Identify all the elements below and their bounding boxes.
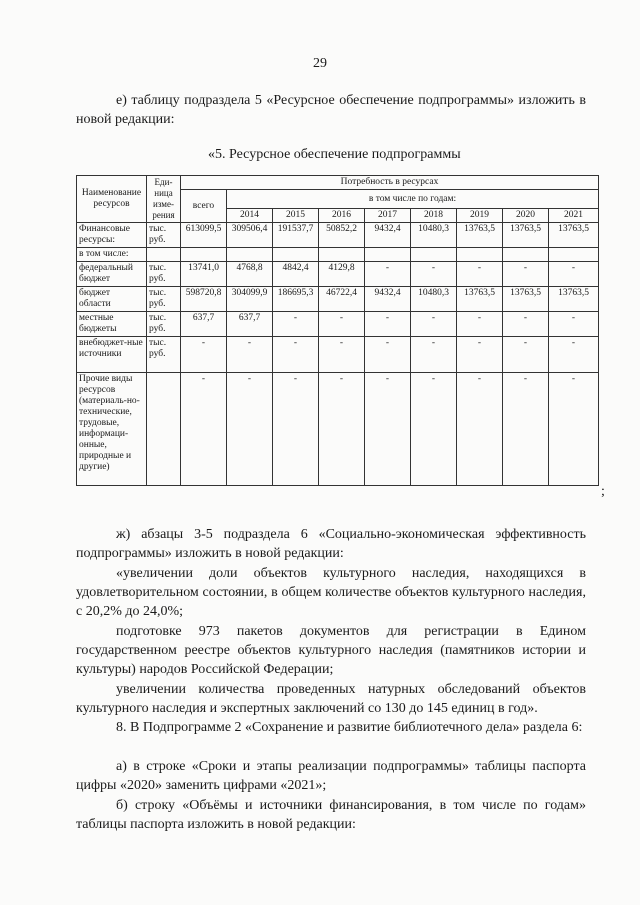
row-value-cell (227, 248, 273, 262)
row-value-cell: 10480,3 (411, 287, 457, 312)
row-total-cell: 637,7 (181, 312, 227, 337)
header-year: 2015 (273, 209, 319, 223)
row-value-cell: - (503, 373, 549, 486)
row-unit-cell (147, 373, 181, 486)
row-unit-cell (147, 248, 181, 262)
row-value-cell: 4129,8 (319, 262, 365, 287)
row-value-cell: 637,7 (227, 312, 273, 337)
row-unit-cell: тыс. руб. (147, 223, 181, 248)
header-total: всего (181, 190, 227, 223)
row-value-cell: 13763,5 (457, 287, 503, 312)
row-value-cell: 13763,5 (549, 287, 599, 312)
row-value-cell: 4842,4 (273, 262, 319, 287)
row-value-cell: - (273, 312, 319, 337)
table-title: «5. Ресурсное обеспечение подпрограммы (208, 147, 461, 162)
row-value-cell: 304099,9 (227, 287, 273, 312)
row-value-cell: 4768,8 (227, 262, 273, 287)
row-value-cell: - (411, 337, 457, 373)
paragraph-3: увеличении количества проведенных натурных обследований объектов культурного наследия и экспертных заключений со 130 до 145 единиц в год». (76, 682, 586, 716)
resource-table (76, 175, 599, 486)
row-value-cell: 186695,3 (273, 287, 319, 312)
page-number: 29 (313, 56, 327, 71)
row-value-cell: - (503, 262, 549, 287)
row-total-cell: - (181, 337, 227, 373)
row-value-cell: 46722,4 (319, 287, 365, 312)
row-value-cell (457, 248, 503, 262)
row-value-cell (273, 248, 319, 262)
row-value-cell: - (457, 337, 503, 373)
row-value-cell (365, 248, 411, 262)
row-value-cell: 13763,5 (549, 223, 599, 248)
row-name-cell: бюджет области (77, 287, 147, 312)
row-value-cell: - (273, 373, 319, 486)
row-value-cell: 10480,3 (411, 223, 457, 248)
header-name: Наименование ресурсов (77, 176, 147, 223)
header-year: 2019 (457, 209, 503, 223)
row-name-cell: местные бюджеты (77, 312, 147, 337)
row-value-cell: - (411, 262, 457, 287)
row-unit-cell: тыс. руб. (147, 312, 181, 337)
row-total-cell: - (181, 373, 227, 486)
header-year: 2020 (503, 209, 549, 223)
row-value-cell: - (457, 373, 503, 486)
row-total-cell: 13741,0 (181, 262, 227, 287)
table-row (77, 373, 599, 486)
row-unit-cell: тыс. руб. (147, 287, 181, 312)
paragraph-b: б) строку «Объёмы и источники финансирования, в том числе по годам» таблицы паспорта изложить в новой редакции: (76, 798, 586, 832)
header-year: 2017 (365, 209, 411, 223)
header-year: 2016 (319, 209, 365, 223)
row-name-cell: федеральный бюджет (77, 262, 147, 287)
table-row (77, 223, 599, 248)
row-unit-cell: тыс. руб. (147, 337, 181, 373)
row-value-cell: - (549, 262, 599, 287)
paragraph-2: подготовке 973 пакетов документов для регистрации в Едином государственном реестре объектов культурного наследия (памятников истории и культуры) народов Российской Федерации; (76, 624, 586, 677)
row-value-cell: - (319, 373, 365, 486)
header-need: Потребность в ресурсах (181, 176, 599, 190)
row-total-cell: 598720,8 (181, 287, 227, 312)
paragraph-zh: ж) абзацы 3-5 подраздела 6 «Социально-экономическая эффективность подпрограммы» изложить в новой редакции: (76, 527, 586, 561)
row-value-cell: - (457, 262, 503, 287)
paragraph-a: а) в строке «Сроки и этапы реализации подпрограммы» таблицы паспорта цифры «2020» заменить цифрами «2021»; (76, 759, 586, 793)
row-value-cell: 13763,5 (457, 223, 503, 248)
table-row (77, 262, 599, 287)
row-name-cell: внебюджет-ные источники (77, 337, 147, 373)
row-value-cell: - (319, 337, 365, 373)
row-value-cell: - (365, 312, 411, 337)
row-total-cell (181, 248, 227, 262)
header-year: 2018 (411, 209, 457, 223)
row-value-cell: 13763,5 (503, 287, 549, 312)
row-name-cell: Финансовые ресурсы: (77, 223, 147, 248)
table-row (77, 312, 599, 337)
row-name-cell: Прочие виды ресурсов (материаль-но-технические, трудовые, информаци-онные, природные и другие) (77, 373, 147, 486)
row-value-cell: - (365, 262, 411, 287)
row-value-cell (503, 248, 549, 262)
row-value-cell: - (549, 312, 599, 337)
row-value-cell: - (549, 373, 599, 486)
row-value-cell: - (411, 373, 457, 486)
row-value-cell: - (273, 337, 319, 373)
header-unit: Еди-ница изме-рения (147, 176, 181, 223)
header-year: 2014 (227, 209, 273, 223)
row-value-cell: - (227, 337, 273, 373)
row-value-cell: - (365, 373, 411, 486)
row-value-cell: - (319, 312, 365, 337)
row-value-cell: 50852,2 (319, 223, 365, 248)
row-total-cell: 613099,5 (181, 223, 227, 248)
row-value-cell: 9432,4 (365, 287, 411, 312)
row-value-cell: 309506,4 (227, 223, 273, 248)
row-value-cell: - (503, 312, 549, 337)
table-row (77, 287, 599, 312)
row-value-cell: - (411, 312, 457, 337)
header-by-years: в том числе по годам: (227, 190, 599, 209)
row-name-cell: в том числе: (77, 248, 147, 262)
row-value-cell: - (365, 337, 411, 373)
paragraph-e: е) таблицу подраздела 5 «Ресурсное обеспечение подпрограммы» изложить в новой редакции: (76, 93, 586, 127)
row-value-cell: - (457, 312, 503, 337)
row-value-cell: 191537,7 (273, 223, 319, 248)
row-unit-cell: тыс. руб. (147, 262, 181, 287)
row-value-cell: 9432,4 (365, 223, 411, 248)
row-value-cell (411, 248, 457, 262)
row-value-cell (319, 248, 365, 262)
paragraph-8: 8. В Подпрограмме 2 «Сохранение и развитие библиотечного дела» раздела 6: (116, 720, 583, 735)
row-value-cell: 13763,5 (503, 223, 549, 248)
header-year: 2021 (549, 209, 599, 223)
paragraph-1: «увеличении доли объектов культурного наследия, находящихся в удовлетворительном состоянии, в общем количестве объектов культурного наследия, с 20,2% до 24,0%; (76, 566, 586, 619)
table-row (77, 248, 599, 262)
row-value-cell: - (227, 373, 273, 486)
table-row (77, 337, 599, 373)
row-value-cell: - (503, 337, 549, 373)
row-value-cell: - (549, 337, 599, 373)
row-value-cell (549, 248, 599, 262)
table-closing-mark: ; (601, 484, 605, 499)
